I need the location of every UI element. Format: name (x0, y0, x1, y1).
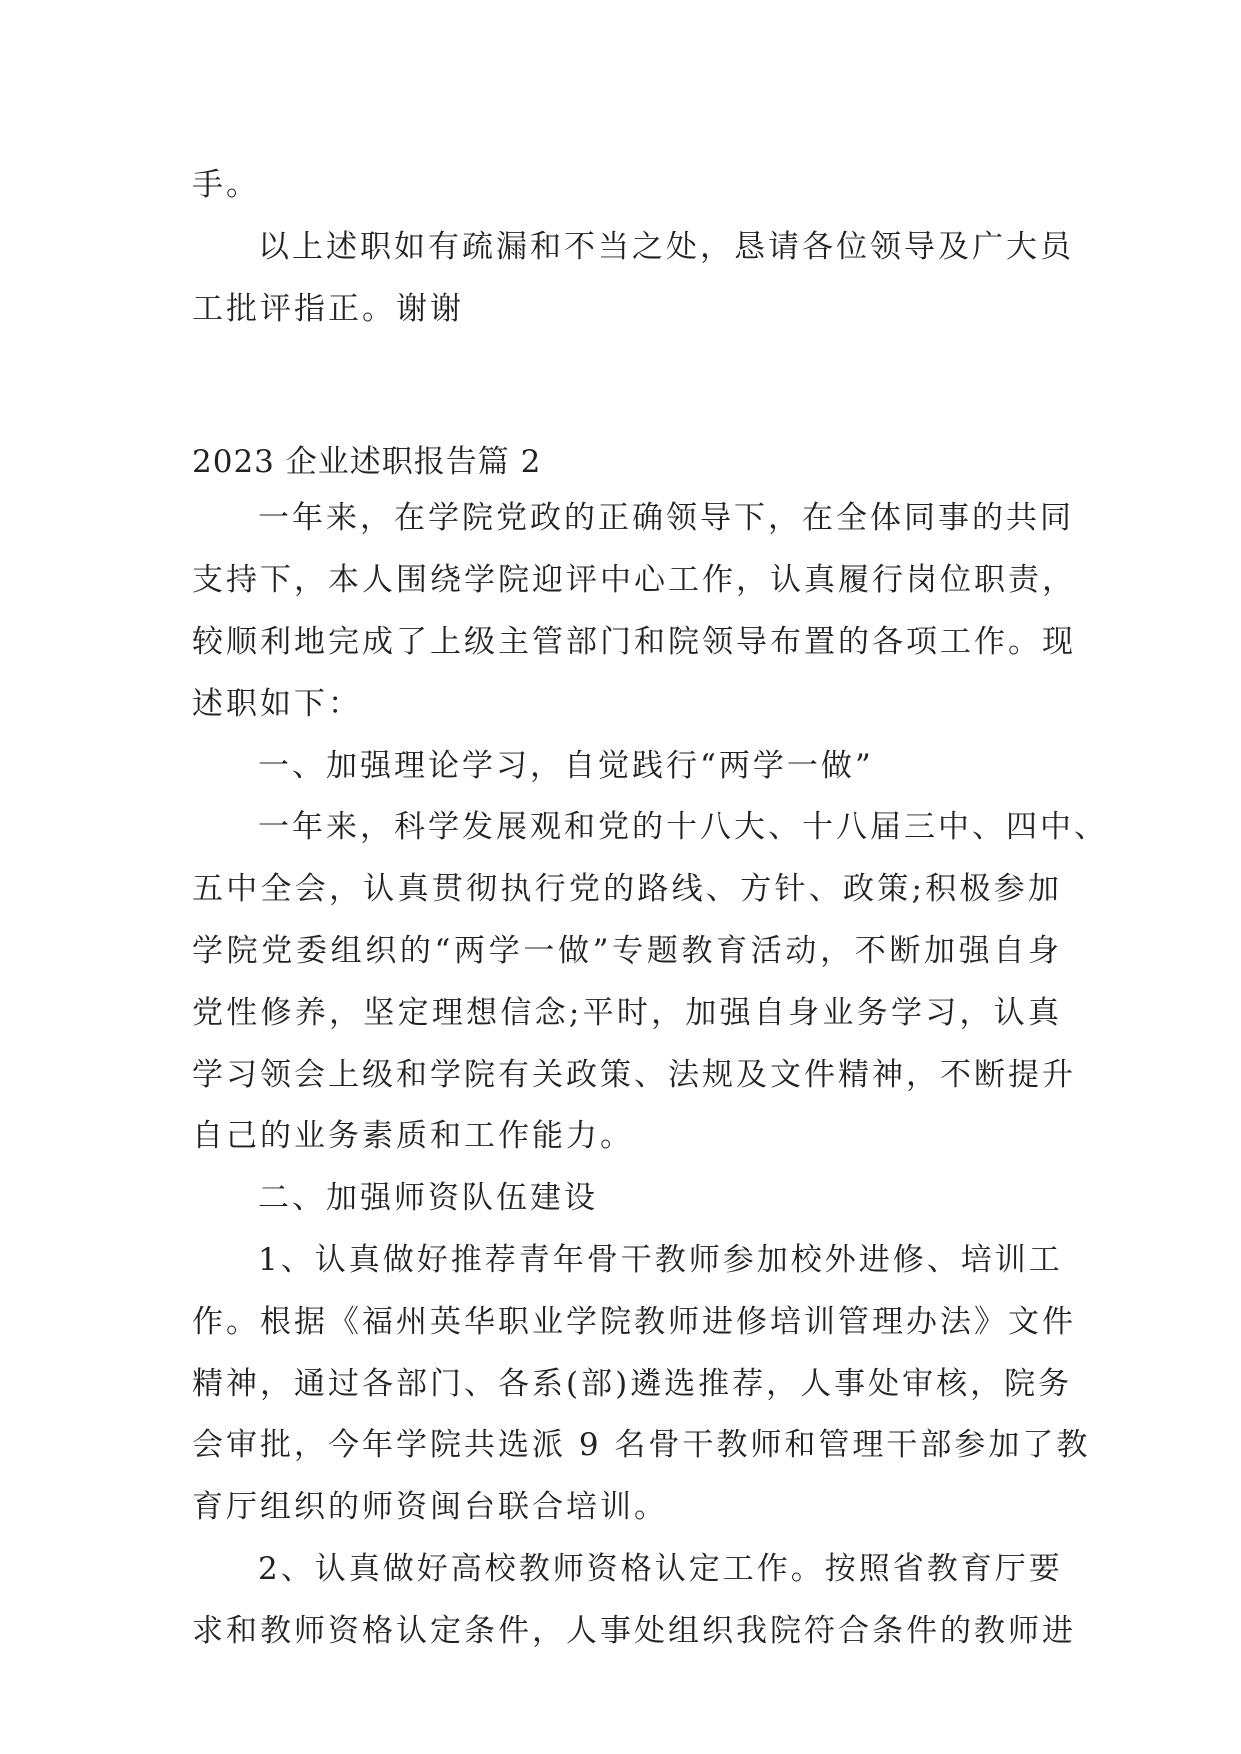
document-body (192, 155, 1108, 1663)
intro-paragraph-line: 支持下，本人围绕学院迎评中心工作，认真履行岗位职责， (192, 562, 1076, 599)
item-2-paragraph-line: 求和教师资格认定条件，人事处组织我院符合条件的教师进 (192, 1612, 1076, 1649)
intro-paragraph-line: 较顺利地完成了上级主管部门和院领导布置的各项工作。现 (192, 623, 1076, 660)
intro-paragraph-line: 一年来，在学院党政的正确领导下，在全体同事的共同 (258, 500, 1074, 537)
report-heading: 2023 企业述职报告篇 2 (192, 444, 542, 481)
section-1-paragraph-line: 五中全会，认真贯彻执行党的路线、方针、政策;积极参加 (192, 871, 1062, 908)
item-1-paragraph-line: 1、认真做好推荐青年骨干教师参加校外进修、培训工 (258, 1241, 1063, 1278)
item-1-paragraph-line: 育厅组织的师资闽台联合培训。 (192, 1489, 668, 1526)
section-1-paragraph-line: 自己的业务素质和工作能力。 (192, 1118, 634, 1155)
item-1-paragraph-line: 作。根据《福州英华职业学院教师进修培训管理办法》文件 (192, 1303, 1076, 1340)
section-1-paragraph-line: 一年来，科学发展观和党的十八大、十八届三中、四中、 (258, 809, 1108, 846)
closing-paragraph-line: 工批评指正。谢谢 (192, 290, 464, 327)
section-1-paragraph-line: 学习领会上级和学院有关政策、法规及文件精神，不断提升 (192, 1056, 1076, 1093)
section-1-title: 一、加强理论学习，自觉践行“两学一做” (258, 747, 874, 784)
previous-paragraph-tail: 手。 (192, 167, 260, 203)
closing-paragraph-line: 以上述职如有疏漏和不当之处，恳请各位领导及广大员 (258, 228, 1074, 265)
section-2-title: 二、加强师资队伍建设 (258, 1180, 598, 1217)
item-2-paragraph-line: 2、认真做好高校教师资格认定工作。按照省教育厅要 (258, 1550, 1063, 1587)
section-spacer (192, 340, 1062, 436)
item-1-paragraph-line: 会审批，今年学院共选派 9 名骨干教师和管理干部参加了教 (192, 1427, 1091, 1464)
intro-paragraph-line: 述职如下： (192, 685, 362, 722)
section-1-paragraph-line: 党性修养，坚定理想信念;平时，加强自身业务学习，认真 (192, 994, 1062, 1031)
item-1-paragraph-line: 精神，通过各部门、各系(部)遴选推荐，人事处审核，院务 (192, 1365, 1073, 1402)
section-1-paragraph-line: 学院党委组织的“两学一做”专题教育活动，不断加强自身 (192, 932, 1062, 969)
